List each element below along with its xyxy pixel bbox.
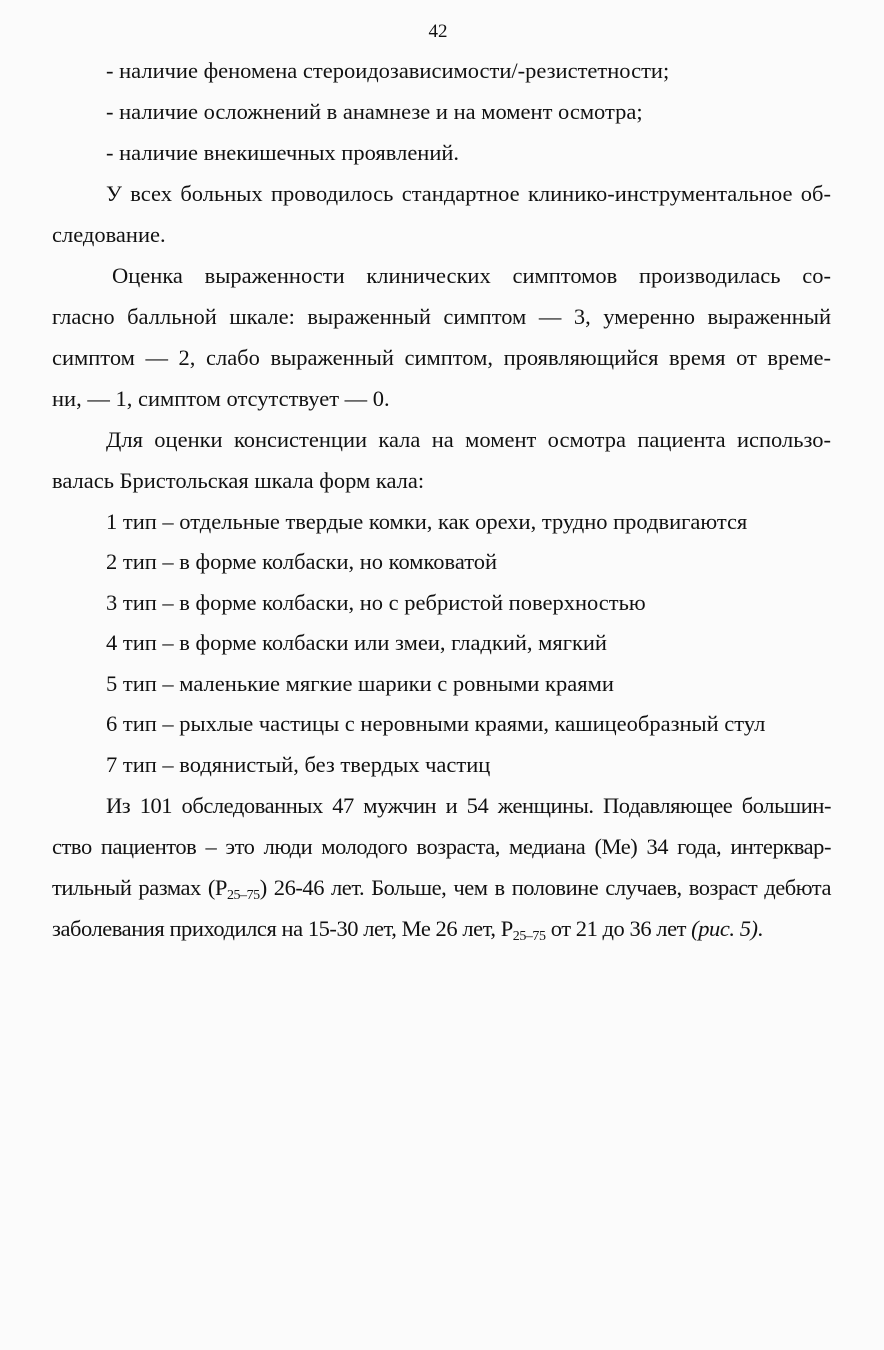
- bullet-line: - наличие феномена стероидозависимости/-резистетности;: [106, 58, 670, 83]
- page-number: 42: [428, 21, 448, 42]
- stool-type-item: 4 тип – в форме колбаски или змеи, гладкий, мягкий: [106, 630, 607, 655]
- bullet-line: - наличие внекишечных проявлений.: [106, 140, 460, 165]
- bristol-intro-line: Для оценки консистенции кала на момент осмотра пациента использо-: [106, 427, 831, 452]
- demographics-text: от 21 до 36 лет: [545, 916, 692, 941]
- score-paragraph-line: симптом — 2, слабо выраженный симптом, проявляющийся время от време-: [52, 345, 831, 370]
- demographics-text: ) 26-46 лет. Больше, чем в половине случаев, возраст дебюта: [259, 875, 831, 900]
- figure-reference: (рис. 5): [691, 916, 758, 941]
- demographics-text: тильный размах (P: [52, 875, 227, 900]
- score-paragraph-line: ни, — 1, симптом отсутствует — 0.: [52, 386, 390, 411]
- stool-type-item: 7 тип – водянистый, без твердых частиц: [106, 752, 491, 777]
- demographics-line: ство пациентов – это люди молодого возраста, медиана (Ме) 34 года, интерквар-: [52, 834, 831, 859]
- score-paragraph-line: гласно балльной шкале: выраженный симптом — 3, умеренно выраженный: [52, 304, 831, 329]
- stool-type-item: 1 тип – отдельные твердые комки, как орехи, трудно продвигаются: [106, 509, 748, 534]
- demographics-text: заболевания приходился на 15-30 лет, Ме 26 лет, P: [52, 916, 513, 941]
- stool-type-item: 5 тип – маленькие мягкие шарики с ровными краями: [106, 671, 614, 696]
- demographics-line: [52, 914, 831, 948]
- exam-paragraph-line: У всех больных проводилось стандартное клинико-инструментальное об-: [106, 181, 831, 206]
- demographics-line: Из 101 обследованных 47 мужчин и 54 женщины. Подавляющее большин-: [106, 793, 831, 818]
- stool-type-item: 3 тип – в форме колбаски, но с ребристой поверхностью: [106, 590, 646, 615]
- stool-type-item: 2 тип – в форме колбаски, но комковатой: [106, 549, 498, 574]
- percentile-subscript: 25–75: [226, 888, 260, 903]
- bristol-intro-line: валась Бристольская шкала форм кала:: [52, 468, 425, 493]
- score-paragraph-line: Оценка выраженности клинических симптомов производилась со-: [112, 263, 831, 288]
- demographics-text: .: [757, 916, 763, 941]
- percentile-subscript: 25–75: [512, 929, 546, 944]
- bullet-line: - наличие осложнений в анамнезе и на момент осмотра;: [106, 99, 643, 124]
- stool-type-item: 6 тип – рыхлые частицы с неровными краями, кашицеобразный стул: [106, 711, 766, 736]
- demographics-line: [52, 873, 831, 907]
- exam-paragraph-line: следование.: [52, 222, 166, 247]
